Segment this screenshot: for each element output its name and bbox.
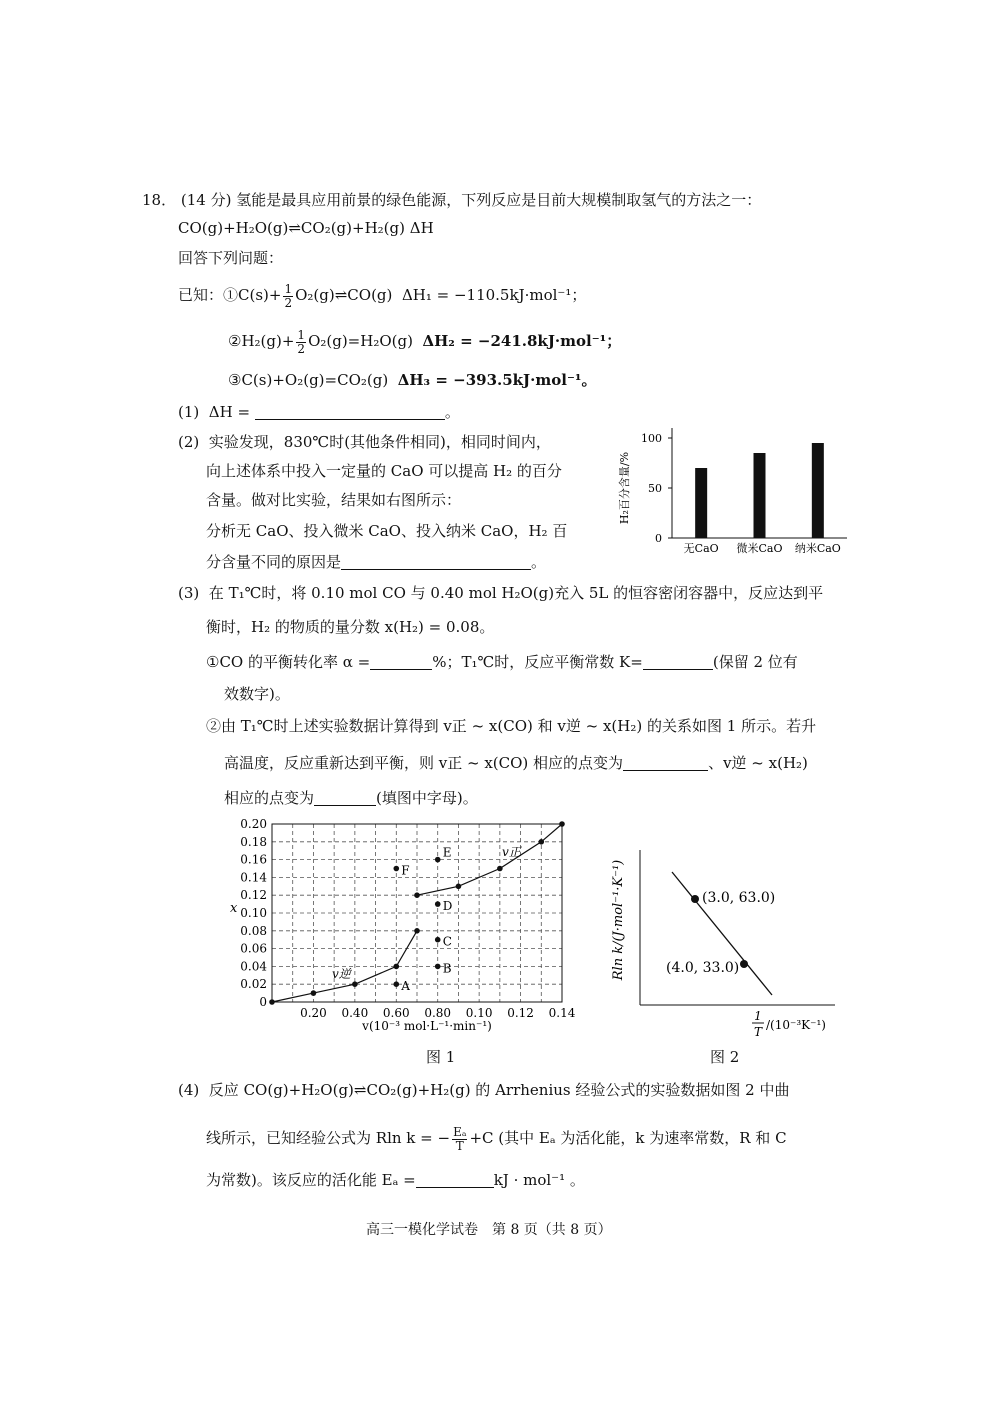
part2-answer-blank[interactable] <box>341 553 531 570</box>
part2-line2: 向上述体系中投入一定量的 CaO 可以提高 H₂ 的百分 <box>206 462 562 480</box>
question-header <box>142 190 761 210</box>
eq2-frac-top: 1 <box>297 327 306 342</box>
figure1-xtick-label: 0.10 <box>465 1006 493 1020</box>
figure2-xlabel-unit: /(10⁻³K⁻¹) <box>766 1018 826 1032</box>
figure1-ytick-label: 0.16 <box>240 852 267 867</box>
point-F <box>393 866 399 872</box>
part2-line3: 含量。做对比实验，结果如右图所示： <box>206 491 462 509</box>
eq1-dh: ΔH₁ = −110.5kJ·mol⁻¹； <box>401 286 587 304</box>
part3-line2: 衡时，H₂ 的物质的量分数 x(H₂) = 0.08。 <box>206 618 495 636</box>
eq3-dh: ΔH₃ = −393.5kJ·mol⁻¹。 <box>397 371 597 389</box>
figure2-point-2-label: (4.0, 33.0) <box>666 960 740 976</box>
figure1-caption: 图 1 <box>426 1048 456 1066</box>
conversion-blank[interactable] <box>370 653 432 670</box>
part4-label: (4) <box>178 1081 200 1099</box>
part3-sub2-line3 <box>224 788 478 808</box>
figure1-ytick-label: 0.08 <box>240 923 267 938</box>
point-E <box>435 857 441 863</box>
part3-line1 <box>178 583 823 603</box>
part4-fraction <box>452 1126 467 1153</box>
figure2-point-2 <box>740 960 748 968</box>
question-intro: 氢能是最具应用前景的绿色能源，下列反应是目前大规模制取氢气的方法之一： <box>236 191 762 209</box>
figure1-xtick-label: 0.60 <box>382 1006 410 1020</box>
curve-point <box>311 990 317 996</box>
curve-point <box>538 839 544 845</box>
part1 <box>178 402 460 422</box>
figure1-ytick-label: 0 <box>259 995 267 1009</box>
point-B <box>435 964 441 970</box>
figure2-caption: 图 2 <box>710 1048 740 1066</box>
figure1-xtick-label: 0.20 <box>300 1006 327 1020</box>
part1-label: (1) <box>178 403 200 421</box>
figure1-xtick-label: 0.40 <box>341 1006 369 1020</box>
figure1-ytick-label: 0.10 <box>240 906 267 920</box>
point-label-B: B <box>442 961 452 976</box>
part1-text: ΔH = <box>208 403 251 421</box>
curve-point <box>352 981 358 987</box>
page-footer: 高三一模化学试卷 第 8 页（共 8 页） <box>366 1222 612 1238</box>
part4-text1: 反应 CO(g)+H₂O(g)⇌CO₂(g)+H₂(g) 的 Arrhenius 经验公式的实验数据如图 2 中曲 <box>208 1081 790 1099</box>
figure2-chart <box>600 840 850 1040</box>
figure1-xtick-label: 0.14 <box>548 1006 576 1020</box>
figure1-xtick-label: 0.80 <box>424 1006 452 1020</box>
part4-text3b: kJ · mol⁻¹ 。 <box>493 1171 585 1189</box>
part1-answer-blank[interactable] <box>255 403 445 420</box>
eq2-dh: ΔH₂ = −241.8kJ·mol⁻¹； <box>422 332 622 350</box>
question-score: (14 分) <box>180 191 232 209</box>
curve-point <box>414 928 420 934</box>
point-C <box>435 937 441 943</box>
known-eq3 <box>228 370 596 390</box>
figure1-ytick-label: 0.04 <box>240 959 267 974</box>
part3-sub1-cont: 效数字)。 <box>224 685 290 703</box>
figure1-ytick-label: 0.02 <box>240 977 267 992</box>
answer-prompt: 回答下列问题： <box>178 249 284 267</box>
known-label: 已知： <box>178 286 224 304</box>
bar-ytick-label: 0 <box>655 532 662 545</box>
point-label-D: D <box>442 899 453 914</box>
bar-chart-ylabel: H₂百分含量/% <box>618 451 631 525</box>
part3-s1c: (保留 2 位有 <box>712 653 798 671</box>
part3-s2b: 高温度，反应重新达到平衡，则 v正 ~ x(CO) 相应的点变为 <box>224 754 624 772</box>
part3-sub2-line1: ②由 T₁℃时上述实验数据计算得到 v正 ~ x(CO) 和 v逆 ~ x(H₂) 的关系如图 1 所示。若升 <box>206 717 817 735</box>
reverse-point-blank[interactable] <box>314 789 376 806</box>
ea-answer-blank[interactable] <box>416 1171 494 1188</box>
part3-s1b: %；T₁℃时，反应平衡常数 K= <box>432 653 643 671</box>
bar-1 <box>695 468 707 538</box>
figure1-xtick-label: 0.12 <box>507 1006 534 1020</box>
eq2-rhs: O₂(g)=H₂O(g) <box>308 332 413 350</box>
point-label-A: A <box>401 979 410 994</box>
question-number: 18． <box>142 191 177 209</box>
bar-ytick-label: 100 <box>641 432 662 445</box>
part1-end: 。 <box>444 403 460 421</box>
known-eq2 <box>228 328 621 356</box>
figure2-point-1-label: (3.0, 63.0) <box>702 890 776 906</box>
part3-sub1 <box>206 652 798 672</box>
figure2-xlabel-num: 1 <box>754 1009 762 1023</box>
part4-line3 <box>206 1170 585 1190</box>
curve-point <box>269 999 275 1005</box>
part3-text1: 在 T₁℃时，将 0.10 mol CO 与 0.40 mol H₂O(g)充入 5L 的恒容密闭容器中，反应达到平 <box>208 584 824 602</box>
figure1-ytick-label: 0.18 <box>240 834 267 849</box>
point-D <box>435 901 441 907</box>
part3-s2e: (填图中字母)。 <box>376 789 478 807</box>
curve-point <box>414 892 420 898</box>
known-eq1 <box>178 282 586 310</box>
point-label-F: F <box>401 863 410 878</box>
point-A <box>393 981 399 987</box>
part4-line2 <box>206 1124 787 1153</box>
forward-point-blank[interactable] <box>623 754 708 771</box>
bar-category-label: 无CaO <box>683 542 719 555</box>
part2-line5 <box>206 552 546 572</box>
bar-chart <box>612 418 852 563</box>
eq1-rhs: O₂(g)⇌CO(g) <box>295 286 393 304</box>
v-forward-label: v正 <box>502 845 521 859</box>
bar-ytick-label: 50 <box>648 482 662 495</box>
bar-2 <box>754 453 766 538</box>
eq1-lhs: C(s)+ <box>238 286 282 304</box>
figure1-ytick-label: 0.14 <box>240 870 267 885</box>
curve-point <box>497 866 503 872</box>
figure2-xlabel-den: T <box>753 1025 763 1039</box>
figure1-ytick-label: 0.12 <box>240 888 267 903</box>
eq1-fraction <box>283 283 293 310</box>
part2-end: 。 <box>531 553 547 571</box>
main-reaction: CO(g)+H₂O(g)⇌CO₂(g)+H₂(g) ΔH <box>178 219 434 237</box>
eq2-num: ② <box>228 332 242 350</box>
part4-text2b: +C (其中 Eₐ 为活化能，k 为速率常数，R 和 C <box>469 1129 787 1147</box>
part4-line1 <box>178 1080 789 1100</box>
eq1-frac-top: 1 <box>284 281 293 296</box>
part2-label: (2) <box>178 433 200 451</box>
part3-s2d: 相应的点变为 <box>224 789 315 807</box>
part2-line4: 分析无 CaO、投入微米 CaO、投入纳米 CaO，H₂ 百 <box>206 522 568 540</box>
point-label-C: C <box>442 934 452 949</box>
eq1-frac-bot: 2 <box>284 295 293 310</box>
part4-text3a: 为常数)。该反应的活化能 Eₐ = <box>206 1171 416 1189</box>
eq3-num: ③ <box>228 371 242 389</box>
curve-point <box>559 821 565 827</box>
figure2-ylabel: Rln k/(J·mol⁻¹·K⁻¹) <box>611 859 626 981</box>
v-reverse-label: v逆 <box>332 967 351 981</box>
part3-sub2-line2 <box>224 753 808 773</box>
figure1-ytick-label: 0.06 <box>240 941 267 956</box>
curve-point <box>456 884 462 890</box>
eq2-fraction <box>296 329 306 356</box>
point-label-E: E <box>442 845 452 860</box>
figure1-ylabel: x <box>230 901 238 916</box>
part4-frac-top: Eₐ <box>453 1124 467 1139</box>
bar-category-label: 纳米CaO <box>794 542 841 555</box>
figure2-point-1 <box>691 895 699 903</box>
bar-category-label: 微米CaO <box>736 542 783 555</box>
part2-line1 <box>178 432 551 452</box>
part3-label: (3) <box>178 584 200 602</box>
part4-text2a: 线所示，已知经验公式为 Rln k = − <box>206 1129 451 1147</box>
part2-text5: 分含量不同的原因是 <box>206 553 342 571</box>
bar-3 <box>812 443 824 538</box>
eq3-text: C(s)+O₂(g)=CO₂(g) <box>241 371 389 389</box>
eq2-lhs: H₂(g)+ <box>241 332 295 350</box>
figure1-chart <box>222 812 592 1042</box>
part3-s2c: 、v逆 ~ x(H₂) <box>708 754 808 772</box>
figure1-xlabel: v(10⁻³ mol·L⁻¹·min⁻¹) <box>362 1019 492 1033</box>
part2-text1: 实验发现，830℃时(其他条件相同)，相同时间内， <box>208 433 551 451</box>
curve-point <box>393 964 399 970</box>
part4-frac-bot: T <box>455 1138 464 1153</box>
k-blank[interactable] <box>643 653 713 670</box>
figure1-ytick-label: 0.20 <box>240 817 267 831</box>
part3-s1a: ①CO 的平衡转化率 α = <box>206 653 371 671</box>
eq1-num: ① <box>223 286 239 304</box>
eq2-frac-bot: 2 <box>297 341 306 356</box>
